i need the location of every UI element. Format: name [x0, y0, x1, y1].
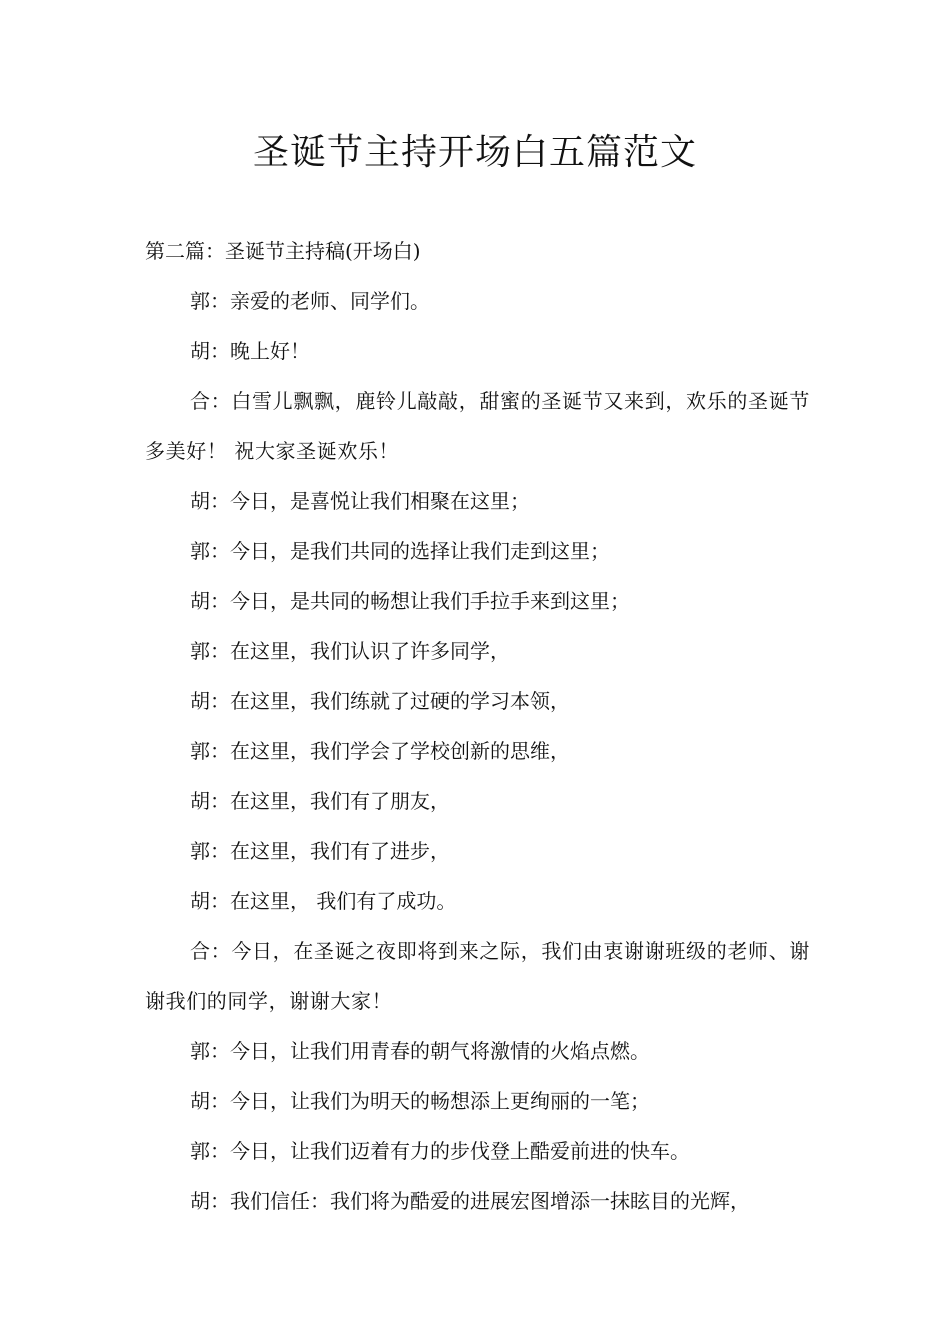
dialogue-line: 郭：在这里，我们有了进步， [190, 839, 450, 863]
dialogue-line: 郭：今日，让我们迈着有力的步伐登上酷爱前进的快车。 [190, 1139, 690, 1163]
document-title: 圣诞节主持开场白五篇范文 [252, 132, 697, 173]
dialogue-line: 郭：今日，是我们共同的选择让我们走到这里； [190, 539, 610, 563]
dialogue-line: 合：今日，在圣诞之夜即将到来之际，我们由衷谢谢班级的老师、谢谢我们的同学，谢谢大家！ [145, 939, 810, 1013]
dialogue-line: 郭：亲爱的老师、同学们。 [190, 289, 430, 313]
dialogue-line: 胡：在这里，我们有了朋友， [190, 789, 450, 813]
dialogue-line: 胡：今日，让我们为明天的畅想添上更绚丽的一笔； [190, 1089, 650, 1113]
dialogue-line: 胡：今日，是喜悦让我们相聚在这里； [190, 489, 530, 513]
dialogue-line: 胡：在这里，我们练就了过硬的学习本领， [190, 689, 570, 713]
dialogue-line: 合：白雪儿飘飘，鹿铃儿敲敲，甜蜜的圣诞节又来到，欢乐的圣诞节多美好！ 祝大家圣诞欢乐！ [145, 389, 810, 463]
dialogue-line: 胡：晚上好！ [190, 339, 310, 363]
dialogue-line: 郭：在这里，我们学会了学校创新的思维， [190, 739, 570, 763]
dialogue-line: 胡：我们信任：我们将为酷爱的进展宏图增添一抹眩目的光辉， [190, 1189, 750, 1213]
document-body [145, 226, 810, 1226]
dialogue-line: 胡：在这里， 我们有了成功。 [190, 889, 457, 913]
dialogue-line: 郭：在这里，我们认识了许多同学， [190, 639, 510, 663]
dialogue-line: 郭：今日，让我们用青春的朝气将激情的火焰点燃。 [190, 1039, 650, 1063]
section-heading: 第二篇：圣诞节主持稿(开场白) [145, 239, 421, 263]
dialogue-line: 胡：今日，是共同的畅想让我们手拉手来到这里； [190, 589, 630, 613]
